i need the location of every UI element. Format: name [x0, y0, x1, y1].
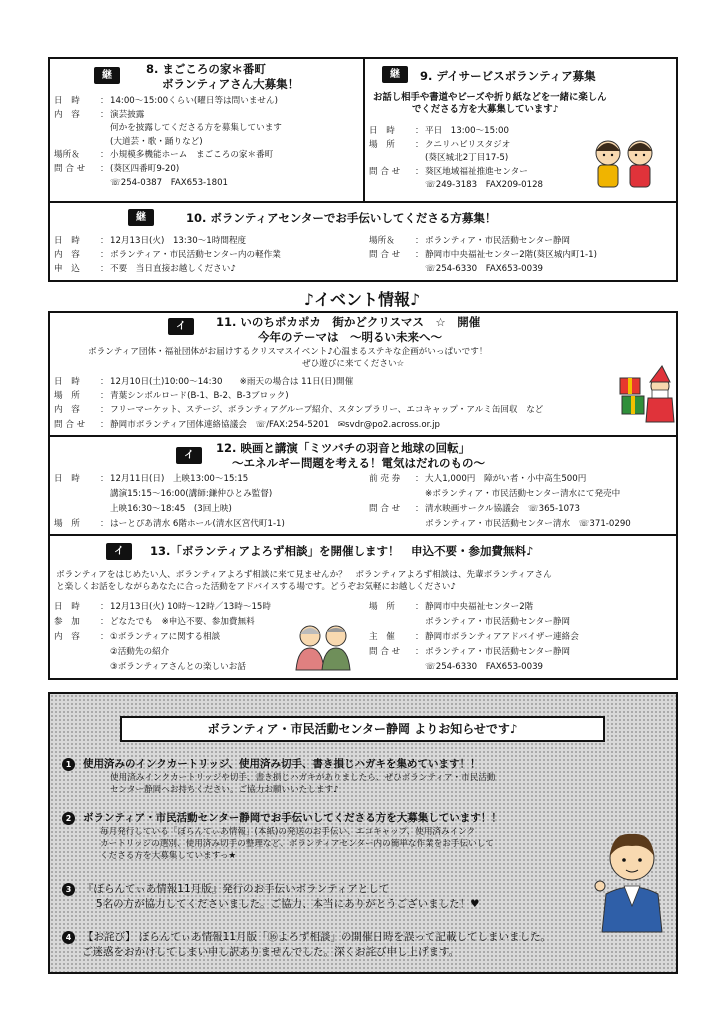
- box8-row: 日 時 ：14:00～15:00くらい(曜日等は問いません): [54, 96, 278, 106]
- ev12-title2: ～エネルギー問題を考える！電気はだれのもの～: [232, 456, 485, 470]
- ev13-right-row-label: 問 合 せ: [369, 647, 401, 657]
- ev12-right-row: 前 売 券 ：大人1,000円 障がい者・小中高生500円: [369, 474, 587, 484]
- box8-row-value: 何かを披露してくださる方を募集しています: [110, 123, 282, 134]
- box10-left-row-value: 不要 当日直接お越しください♪: [110, 264, 236, 274]
- ev13-right-row-value: 静岡市中央福祉センター2階: [425, 602, 534, 612]
- ev13-left-row-value: 12月13日(火) 10時～12時／13時～15時: [110, 602, 271, 612]
- box10-right-row: 場所＆ ：ボランティア・市民活動センター静岡: [369, 236, 571, 246]
- box8-row: [54, 178, 228, 189]
- notice-item-number: 1: [62, 758, 75, 771]
- ev11-row-value: フリーマーケット、ステージ、ボランティアグループ紹介、スタンプラリー、エコキャップ・アルミ缶回収 など: [110, 405, 544, 416]
- ev13-left-row-value: ①ボランティアに関する相談: [110, 632, 221, 642]
- ev13-right-row-value: ☏254-6330 FAX653-0039: [425, 662, 544, 672]
- event-badge-13: イ: [106, 543, 132, 560]
- ev12-title: 12. 映画と講演「ミツバチの羽音と地球の回転」: [216, 441, 471, 455]
- box9-row: [369, 153, 508, 164]
- box10-right-row-value: ☏254-6330 FAX653-0039: [425, 264, 544, 274]
- ev11-row-value: 12月10日(土)10:00～14:30 ※雨天の場合は 11日(日)開催: [110, 377, 354, 387]
- ev13-left-row: 内 容 ：①ボランティアに関する相談: [54, 632, 221, 642]
- box10-left-row-label: 内 容: [54, 250, 80, 260]
- ev12-right-row-value: ボランティア・市民活動センター清水 ☏371-0290: [425, 519, 631, 529]
- box8-row: [54, 123, 282, 134]
- notice-item-text: 【お詫び】 ぼらんてぃあ情報11月版「⑯よろず相談」の開催日時を誤って記載してしまいました。: [83, 931, 551, 943]
- event-badge-11: イ: [168, 318, 194, 335]
- box8-row-value: (葵区四番町9-20): [110, 164, 180, 174]
- ev13-right-row-value: 静岡市ボランティアアドバイザー連絡会: [425, 632, 579, 642]
- seniors-illustration: [292, 620, 354, 672]
- ev13-right-row: 場 所 ：静岡市中央福祉センター2階: [369, 602, 534, 612]
- ev11-lead2: ぜひ遊びに来てください☆: [302, 359, 405, 369]
- box9-row-value: (葵区城北2丁目17-5): [425, 153, 509, 164]
- box8-row: [54, 137, 203, 148]
- ev12-left-row: 日 時 ：12月11日(日) 上映13:00～15:15: [54, 474, 249, 484]
- ev13-left-row: [54, 647, 169, 658]
- box9-row-label: 場 所: [369, 139, 395, 150]
- box10-title: 10. ボランティアセンターでお手伝いしてくださる方募集！: [186, 211, 497, 225]
- notice-item-line-first: [62, 882, 389, 896]
- box9-row-label: 日 時: [369, 126, 395, 136]
- event-section-header: ♪イベント情報♪: [303, 290, 421, 309]
- ev11-theme: 今年のテーマは ～明るい未来へ～: [258, 330, 442, 344]
- box8-row-value: ☏254-0387 FAX653-1801: [110, 177, 229, 188]
- box10-left-row: 日 時 ：12月13日(火) 13:30～1時間程度: [54, 236, 247, 246]
- box8-row: 問 合 せ ：(葵区四番町9-20): [54, 164, 180, 174]
- continuing-badge-9: 継: [382, 66, 408, 83]
- ev12-left-row-label: 日 時: [54, 474, 80, 484]
- ev11-row-label: 問 合 せ: [54, 419, 86, 430]
- notice-item-number: 3: [62, 883, 75, 896]
- box8-row-value: (大道芸・歌・踊りなど): [110, 136, 203, 147]
- ev12-left-row: [54, 504, 232, 515]
- ev13-right-row: 主 催 ：静岡市ボランティアアドバイザー連絡会: [369, 632, 579, 642]
- box9-row-label: 問 合 せ: [369, 166, 401, 177]
- event-badge-12: イ: [176, 447, 202, 464]
- notice-item-body-line: 毎月発行している「ぼらんてぃあ情報」(本紙)の発送のお手伝い、エコキャップ、使用済みインク: [100, 827, 476, 837]
- box10-right-row-label: 場所＆: [369, 236, 395, 246]
- notice-item-line-first: [62, 930, 551, 944]
- ev13-right-row-label: 主 催: [369, 632, 395, 642]
- notice-item-body-line: 使用済みインクカートリッジや切手、書き損じハガキがありましたら、ぜひボランティア・市民活動: [110, 773, 496, 783]
- box8-row: 場所＆ ：小規模多機能ホーム まごころの家＊番町: [54, 150, 274, 161]
- box9-title: 9. デイサービスボランティア募集: [420, 69, 596, 83]
- notice-title: ボランティア・市民活動センター静岡 よりお知らせです♪: [120, 716, 605, 742]
- staff-illustration: [592, 826, 670, 934]
- notice-item-body-line: くださる方を大募集していますっ★: [100, 851, 237, 861]
- box9-row-value: クニリハビリスタジオ: [425, 139, 511, 150]
- box10-right-row-value: ボランティア・市民活動センター静岡: [425, 236, 571, 246]
- ev12-left-row-value: 12月11日(日) 上映13:00～15:15: [110, 474, 249, 484]
- ev11-row: 場 所 ：青葉シンボルロード(B-1、B-2、B-3ブロック): [54, 391, 289, 402]
- ev11-row: 内 容 ：フリーマーケット、ステージ、ボランティアグループ紹介、スタンプラリー、エコキャップ・アルミ缶回収 など: [54, 405, 544, 416]
- box10-right-row-value: 静岡市中央福祉センター2階(葵区城内町1-1): [425, 250, 597, 260]
- ev13-left-row-value: どなたでも ※申込不要、参加費無料: [110, 617, 255, 627]
- box10-right-row-label: 問 合 せ: [369, 250, 401, 260]
- ev12-left-row-value: 講演15:15～16:00(講師:鎌仲ひとみ監督): [110, 489, 273, 499]
- ev12-right-row-value: 清水映画サークル協議会 ☏365-1073: [425, 504, 580, 514]
- ev11-row-value: 青葉シンボルロード(B-1、B-2、B-3ブロック): [110, 391, 289, 402]
- notice-item-body-line: カートリッジの選別、使用済み切手の整理など、ボランティアセンター内の簡単な作業をお手伝いして: [100, 839, 494, 849]
- box9-row: 場 所 ：クニリハビリスタジオ: [369, 139, 511, 150]
- box8-title: 8. まごころの家＊番町: [146, 62, 266, 76]
- ev12-left-row-label: 場 所: [54, 519, 80, 529]
- notice-item-text: ご迷惑をおかけしてしまい申し訳ありませんでした。深くお詫び申し上げます。: [82, 946, 460, 958]
- ev13-left-row: [54, 662, 246, 673]
- ev13-left-row-value: ③ボランティアさんとの楽しいお話: [110, 662, 246, 672]
- box9-row: 問 合 せ ：葵区地域福祉推進センター: [369, 166, 528, 177]
- notice-item-body-line: センター静岡へお持ちください。ご協力お願いいたします♪: [110, 785, 339, 795]
- box10-left-row-label: 日 時: [54, 236, 80, 246]
- ev11-row: 日 時 ：12月10日(土)10:00～14:30 ※雨天の場合は 11日(日)開催: [54, 377, 354, 387]
- box9-row-value: 葵区地域福祉推進センター: [425, 166, 528, 177]
- notice-item-number: 2: [62, 812, 75, 825]
- ev12-right-row: [369, 489, 620, 500]
- ev13-right-row: [369, 617, 570, 628]
- box10-right-row: 問 合 せ ：静岡市中央福祉センター2階(葵区城内町1-1): [369, 250, 597, 260]
- ev13-right-row-label: 場 所: [369, 602, 395, 612]
- santa-illustration: [618, 364, 676, 426]
- box8-row-value: 14:00～15:00くらい(曜日等は問いません): [110, 96, 278, 106]
- notice-item-heading: [62, 756, 481, 771]
- box10-left-row-value: ボランティア・市民活動センター内の軽作業: [110, 250, 281, 260]
- ev13-lead1: ボランティアをはじめたい人、ボランティアよろず相談に来て見ませんか？ ボランティアよろず相談は、先輩ボランティアさん: [56, 570, 552, 580]
- ev12-right-row-label: 問 合 せ: [369, 504, 401, 514]
- ev13-left-row-label: 参 加: [54, 617, 80, 627]
- ev11-row-label: 日 時: [54, 377, 80, 387]
- box10-left-row-value: 12月13日(火) 13:30～1時間程度: [110, 236, 247, 246]
- children-illustration: [590, 135, 660, 195]
- box8-row-label: 問 合 せ: [54, 164, 86, 174]
- box10-left-row: 内 容 ：ボランティア・市民活動センター内の軽作業: [54, 250, 281, 260]
- ev12-right-row-value: ※ボランティア・市民活動センター清水にて発売中: [425, 489, 621, 499]
- ev11-row-value: 静岡市ボランティア団体連絡協議会 ☏/FAX:254-5201 ✉svdr@po2.across.or.jp: [110, 419, 440, 430]
- ev12-right-row-label: 前 売 券: [369, 474, 401, 484]
- box8-row: 内 容 ：演芸披露: [54, 109, 145, 120]
- continuing-badge-8: 継: [94, 67, 120, 84]
- ev11-lead1: ボランティア団体・福祉団体がお届けするクリスマスイベント♪心温まるステキな企画がいっぱいです！: [88, 347, 488, 357]
- box9-lead1: お話し相手や書道やビーズや折り紙などを一緒に楽しん: [373, 92, 607, 103]
- box8-row-value: 演芸披露: [110, 109, 145, 120]
- box10-left-row-label: 申 込: [54, 264, 80, 274]
- box9-lead2: でくださる方を大募集しています♪: [412, 104, 559, 115]
- ev11-row-label: 場 所: [54, 391, 80, 402]
- box9-row: [369, 180, 543, 191]
- notice-item-heading-text: ボランティア・市民活動センター静岡でお手伝いしてくださる方を大募集しています！！: [83, 812, 502, 824]
- box10-left-row: 申 込 ：不要 当日直接お越しください♪: [54, 264, 236, 274]
- notice-item-heading: [62, 810, 502, 825]
- ev13-title: 13.「ボランティアよろず相談」を開催します！ 申込不要・参加費無料♪: [150, 544, 534, 558]
- notice-item-text: 5名の方が協力してくださいました。ご協力、本当にありがとうございました！♥: [96, 898, 480, 910]
- box8-title2: ボランティアさん大募集！: [162, 77, 300, 91]
- notice-item-heading-text: 使用済みのインクカートリッジ、使用済み切手、書き損じハガキを集めています！！: [83, 758, 481, 770]
- ev13-right-row-value: ボランティア・市民活動センター静岡: [425, 647, 571, 657]
- ev13-left-row-label: 日 時: [54, 602, 80, 612]
- continuing-badge-10: 継: [128, 209, 154, 226]
- box9-row-value: 平日 13:00～15:00: [425, 126, 509, 136]
- ev12-left-row: 場 所 ：はーとぴあ清水 6階ホール(清水区宮代町1-1): [54, 519, 285, 529]
- ev13-right-row: [369, 662, 543, 673]
- ev13-left-row: 参 加 ：どなたでも ※申込不要、参加費無料: [54, 617, 255, 627]
- ev11-title: 11. いのちポカポカ 街かどクリスマス ☆ 開催: [216, 315, 481, 329]
- ev12-left-row-value: 上映16:30～18:45 (3回上映): [110, 504, 232, 514]
- ev12-left-row-value: はーとぴあ清水 6階ホール(清水区宮代町1-1): [110, 519, 285, 529]
- box8-row-value: 小規模多機能ホーム まごころの家＊番町: [110, 150, 274, 161]
- ev13-lead2: と楽しくお話をしながらあなたに合った活動をアドバイスする場です。どうぞお気軽にお越しください♪: [56, 582, 456, 592]
- box9-row: 日 時 ：平日 13:00～15:00: [369, 126, 509, 136]
- ev13-left-row: 日 時 ：12月13日(火) 10時～12時／13時～15時: [54, 602, 271, 612]
- notice-item-number: 4: [62, 931, 75, 944]
- box10-right-row: [369, 264, 543, 275]
- box8-row-label: 内 容: [54, 109, 80, 120]
- box8-row-label: 場所＆: [54, 150, 80, 161]
- ev13-left-row-value: ②活動先の紹介: [110, 647, 170, 657]
- notice-item-text: 『ぼらんてぃあ情報11月版』発行のお手伝いボランティアとして: [83, 883, 390, 895]
- ev12-right-row: [369, 519, 631, 530]
- ev12-right-row-value: 大人1,000円 障がい者・小中高生500円: [425, 474, 587, 484]
- ev12-right-row: 問 合 せ ：清水映画サークル協議会 ☏365-1073: [369, 504, 580, 514]
- ev12-left-row: [54, 489, 272, 500]
- ev11-row: 問 合 せ ：静岡市ボランティア団体連絡協議会 ☏/FAX:254-5201 ✉svdr@po2.across.or.jp: [54, 419, 440, 430]
- ev11-row-label: 内 容: [54, 405, 80, 416]
- box8-row-label: 日 時: [54, 96, 80, 106]
- ev13-right-row-value: ボランティア・市民活動センター静岡: [425, 617, 571, 627]
- ev13-left-row-label: 内 容: [54, 632, 80, 642]
- box9-row-value: ☏249-3183 FAX209-0128: [425, 180, 544, 191]
- ev13-right-row: 問 合 せ ：ボランティア・市民活動センター静岡: [369, 647, 571, 657]
